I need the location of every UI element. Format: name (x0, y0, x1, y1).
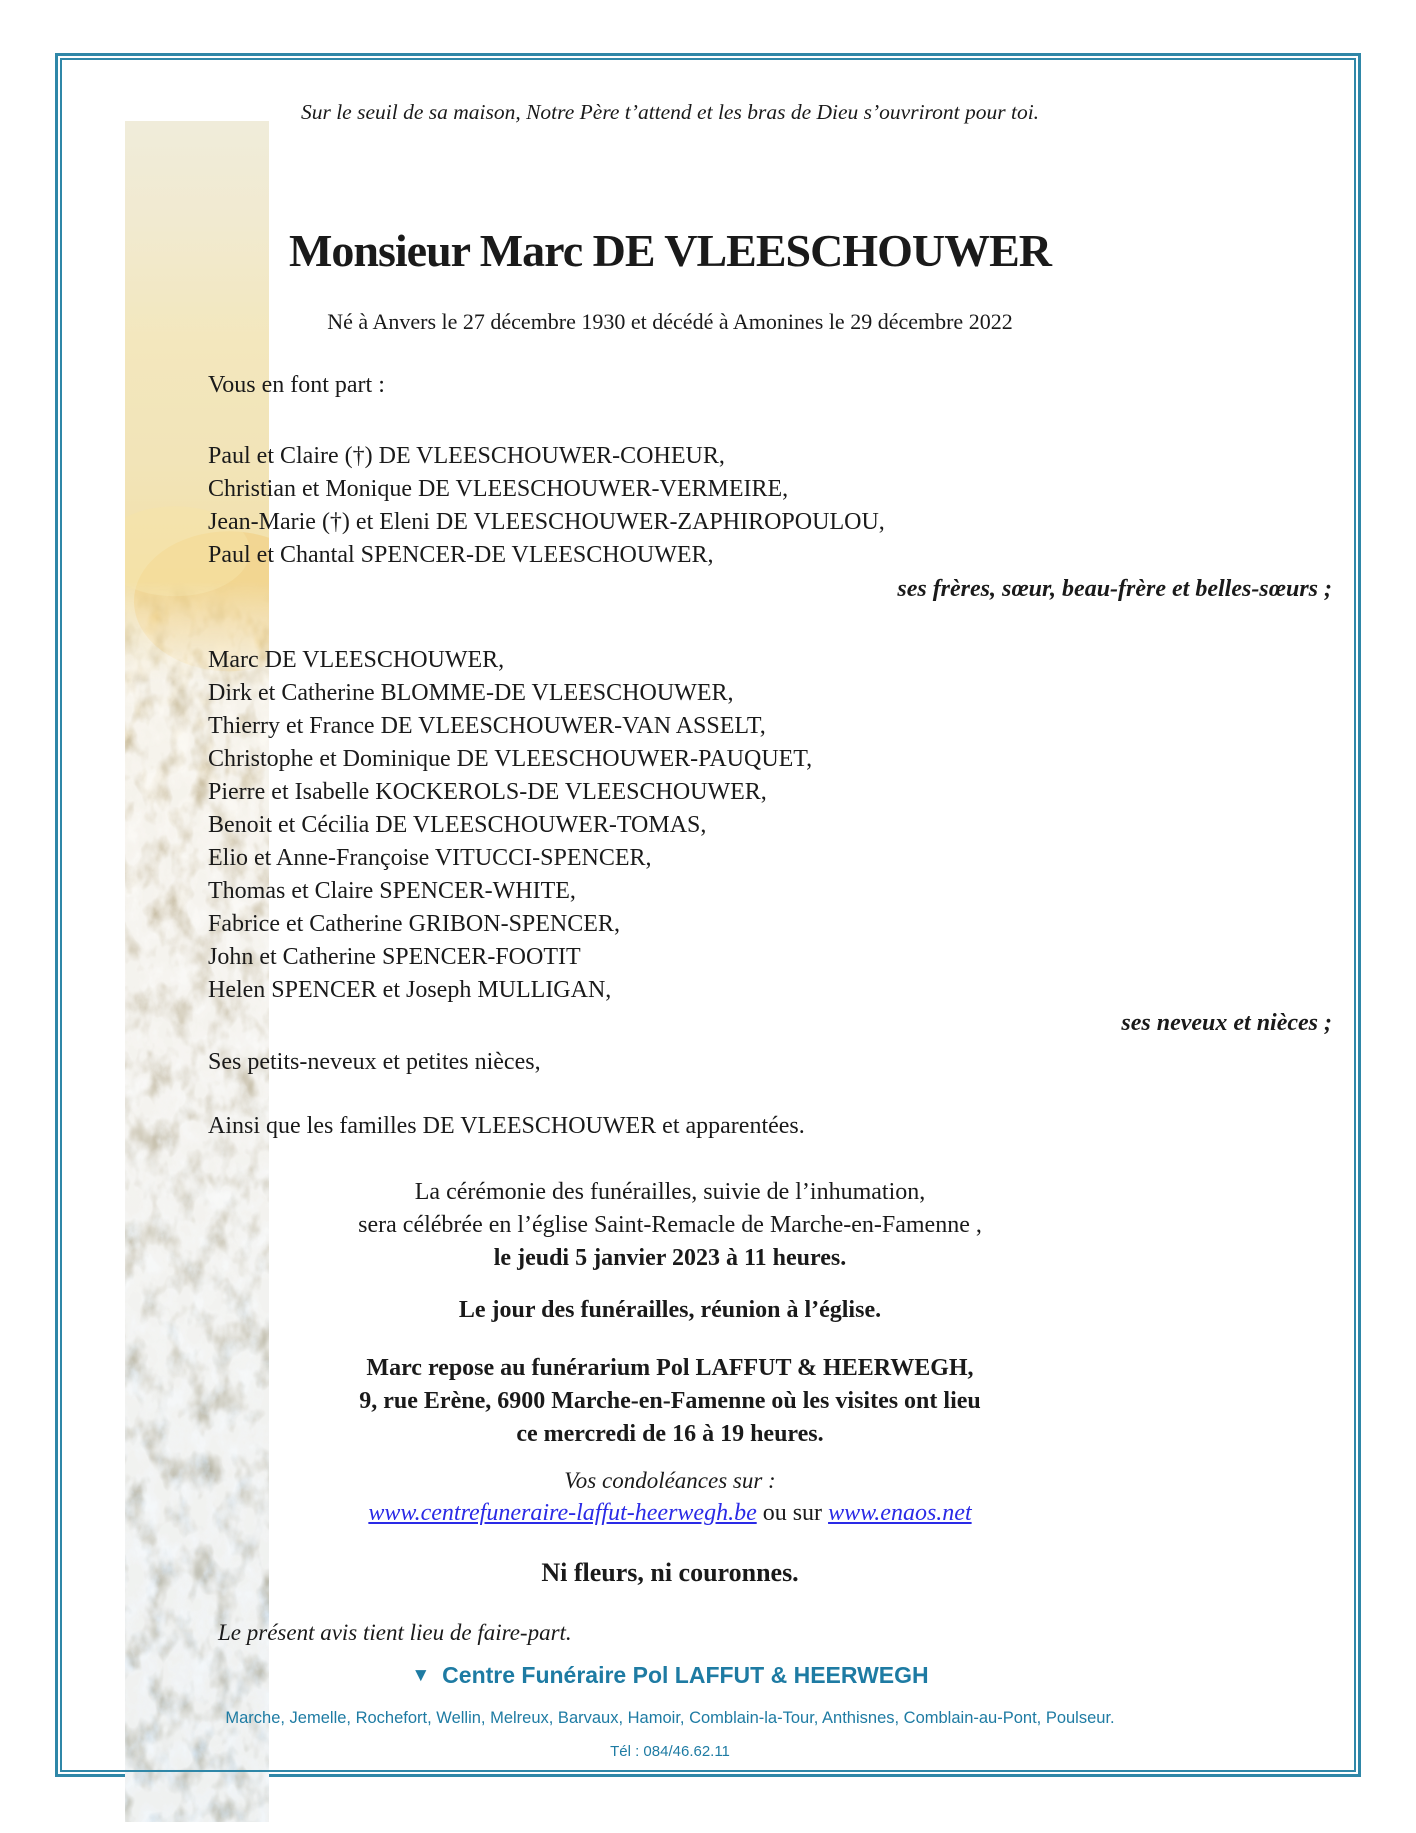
family-group-nephews (208, 644, 1132, 1007)
family-group-siblings (208, 440, 1132, 572)
no-flowers-line: Ni fleurs, ni couronnes. (541, 1558, 799, 1587)
repose-line: 9, rue Erène, 6900 Marche-en-Famenne où les visites ont lieu (359, 1388, 981, 1414)
funeral-home-cities: Marche, Jemelle, Rochefort, Wellin, Melreux, Barvaux, Hamoir, Comblain-la-Tour, Anthisnes, Comblain-au-Pont, Poulseur. (225, 1709, 1115, 1727)
repose-line: ce mercredi de 16 à 19 heures. (516, 1421, 824, 1447)
ceremony-line: sera célébrée en l’église Saint-Remacle de Marche-en-Famenne , (358, 1212, 982, 1238)
links-separator-text: ou sur (762, 1500, 823, 1526)
related-families-line: Ainsi que les familles DE VLEESCHOUWER et apparentées. (208, 1113, 805, 1139)
family-member-line: Helen SPENCER et Joseph MULLIGAN, (208, 977, 612, 1003)
meeting-line: Le jour des funérailles, réunion à l’église. (458, 1297, 882, 1323)
condolences-links (208, 1500, 1132, 1527)
funeral-home-visit-details (208, 1352, 1132, 1451)
family-member-line: Thierry et France DE VLEESCHOUWER-VAN ASSELT, (208, 713, 766, 739)
grand-nephews-line: Ses petits-neveux et petites nièces, (208, 1049, 541, 1075)
funeral-home-brand (208, 1662, 1132, 1689)
family-member-line: Jean-Marie (†) et Eleni DE VLEESCHOUWER-ZAPHIROPOULOU, (208, 509, 885, 535)
relation-label-siblings: ses frères, sœur, beau-frère et belles-sœurs ; (897, 576, 1332, 602)
relation-label-nephews: ses neveux et nièces ; (1121, 1010, 1332, 1036)
condolences-link-centrefuneraire[interactable]: www.centrefuneraire-laffut-heerwegh.be (368, 1500, 757, 1526)
announcement-intro: Vous en font part : (208, 372, 385, 398)
funeral-home-name: Centre Funéraire Pol LAFFUT & HEERWEGH (442, 1662, 929, 1688)
ceremony-date-line: le jeudi 5 janvier 2023 à 11 heures. (493, 1245, 847, 1271)
condolences-label: Vos condoléances sur : (564, 1468, 776, 1493)
family-member-line: Marc DE VLEESCHOUWER, (208, 647, 505, 673)
triangle-down-icon: ▼ (411, 1665, 431, 1686)
family-member-line: Thomas et Claire SPENCER-WHITE, (208, 878, 576, 904)
birth-death-line: Né à Anvers le 27 décembre 1930 et décédé à Amonines le 29 décembre 2022 (327, 309, 1013, 334)
family-member-line: Fabrice et Catherine GRIBON-SPENCER, (208, 911, 620, 937)
family-member-line: Elio et Anne-Françoise VITUCCI-SPENCER, (208, 845, 652, 871)
notice-line: Le présent avis tient lieu de faire-part. (218, 1620, 572, 1645)
funeral-home-phone: Tél : 084/46.62.11 (610, 1743, 730, 1760)
ceremony-details (208, 1176, 1132, 1275)
family-member-line: Paul et Claire (†) DE VLEESCHOUWER-COHEUR, (208, 443, 725, 469)
opening-quote: Sur le seuil de sa maison, Notre Père t’attend et les bras de Dieu s’ouvriront pour toi. (300, 100, 1040, 124)
family-member-line: Benoit et Cécilia DE VLEESCHOUWER-TOMAS, (208, 812, 707, 838)
deceased-name-title: Monsieur Marc DE VLEESCHOUWER (288, 225, 1051, 276)
repose-line: Marc repose au funérarium Pol LAFFUT & HEERWEGH, (366, 1355, 974, 1381)
family-member-line: Pierre et Isabelle KOCKEROLS-DE VLEESCHOUWER, (208, 779, 767, 805)
family-member-line: John et Catherine SPENCER-FOOTIT (208, 944, 581, 970)
family-member-line: Dirk et Catherine BLOMME-DE VLEESCHOUWER, (208, 680, 734, 706)
family-member-line: Christophe et Dominique DE VLEESCHOUWER-PAUQUET, (208, 746, 813, 772)
ceremony-line: La cérémonie des funérailles, suivie de l’inhumation, (414, 1179, 926, 1205)
family-member-line: Paul et Chantal SPENCER-DE VLEESCHOUWER, (208, 542, 714, 568)
family-member-line: Christian et Monique DE VLEESCHOUWER-VERMEIRE, (208, 476, 789, 502)
condolences-link-enaos[interactable]: www.enaos.net (828, 1500, 972, 1526)
